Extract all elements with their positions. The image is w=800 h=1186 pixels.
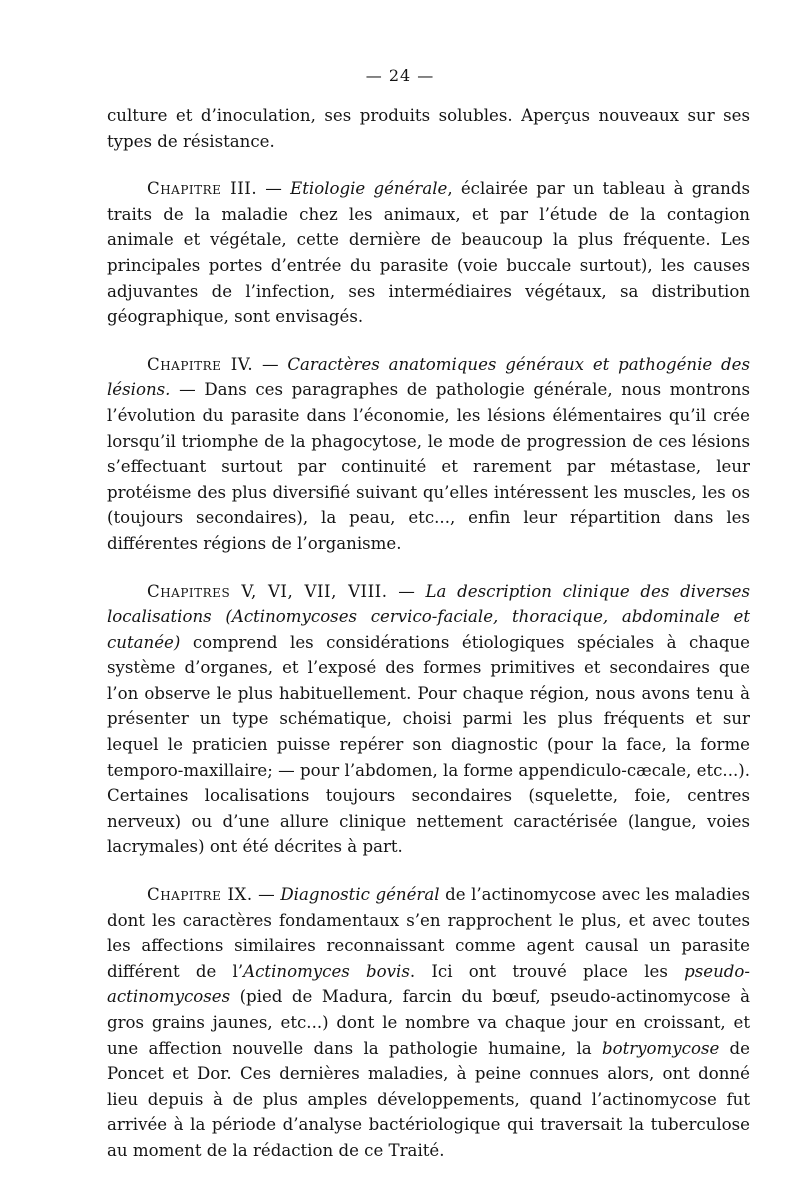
body-text <box>107 103 750 1186</box>
paragraph-text: — Dans ces paragraphes de pathologie générale, nous montrons l’évolution du parasite dans l’économie, les lésions élémentaires qu’il crée lorsqu’il triomphe de la phagocytose, le mode de progression de ces lésions s’effectuant surtout par continuité et rarement par métastase, leur protéisme des plus diversifié suivant qu’elles intéressent les muscles, les os (toujours secondaires), la peau, etc..., enfin leur répartition dans les différentes régions de l’organisme. <box>107 380 750 553</box>
chapter-label: Chapitres V, VI, VII, VIII. <box>147 581 388 601</box>
dash: — <box>252 885 281 905</box>
italic-term: botryomycose <box>601 1038 720 1058</box>
italic-term: Actinomyces bovis <box>243 961 410 981</box>
paragraph-chapter-3 <box>107 176 750 330</box>
chapter-title: Etiologie générale <box>290 179 448 199</box>
paragraph-text: (pied de Madura, farcin du bœuf, pseudo-actinomycose à gros grains jaunes, etc...) dont le nombre va chaque jour en croissant, et une affection nouvelle dans la pathologie humaine, la <box>107 987 750 1058</box>
paragraph-chapter-4 <box>107 352 750 557</box>
chapter-label: Chapitre IX. <box>147 885 253 905</box>
paragraph-text: . Ici ont trouvé place les <box>409 961 685 981</box>
chapter-title: Caractères anatomiques généraux et pathogénie des lésions. <box>107 354 750 400</box>
paragraph-text: comprend les considérations étiologiques spéciales à chaque système d’organes, et l’exposé des formes primitives et secondaires que l’on observe le plus habituellement. Pour chaque région, nous avons tenu à présenter un type schématique, choisi parmi les plus fréquents et sur lequel le praticien puisse repérer son diagnostic (pour la face, la forme temporo-maxillaire; — pour l’abdomen, la forme appendiculo-cæcale, etc...). Certaines localisations toujours secondaires (squelette, foie, centres nerveux) ou d’une allure clinique nettement caractérisée (langue, voies lacrymales) ont été décrites à part. <box>107 632 750 857</box>
chapter-label: Chapitre IV. <box>147 354 254 374</box>
paragraph-chapters-5-8 <box>107 579 750 861</box>
paragraph-chapter-9 <box>107 882 750 1164</box>
page-number: — 24 — <box>365 66 435 85</box>
paragraph-text: de Poncet et Dor. Ces dernières maladies, à peine connues alors, ont donné lieu depuis à de plus amples développements, quand l’actinomycose fut arrivée à la période d’analyse bactériologique qui traversait la tuberculose au moment de la rédaction de ce Traité. <box>107 1038 751 1160</box>
chapter-title: Diagnostic général <box>280 885 440 905</box>
paragraph-text: , éclairée par un tableau à grands traits de la maladie chez les animaux, et par l’étude de la contagion animale et végétale, cette dernière de beaucoup la plus fréquente. Les principales portes d’entrée du parasite (voie buccale surtout), les causes adjuvantes de l’infection, ses intermédiaires végétaux, sa distribution géographique, sont envisagés. <box>107 179 750 327</box>
chapter-label: Chapitre III. <box>147 179 258 199</box>
italic-term: pseudo-actinomycoses <box>107 961 750 1007</box>
paragraph-text: culture et d’inoculation, ses produits solubles. Aperçus nouveaux sur ses types de résistance. <box>107 106 750 151</box>
paragraph-text: de l’actinomycose avec les maladies dont les caractères fondamentaux s’en rapprochent le plus, et avec toutes les affections similaires reconnaissant comme agent causal un parasite différent de l’ <box>107 885 750 981</box>
dash: — <box>253 354 288 374</box>
dash: — <box>257 179 291 199</box>
dash: — <box>387 581 426 601</box>
chapter-title: La description clinique des diverses localisations (Actinomycoses cervico-faciale, thoracique, abdominale et cutanée) <box>107 581 750 652</box>
paragraph-intro <box>107 103 750 154</box>
